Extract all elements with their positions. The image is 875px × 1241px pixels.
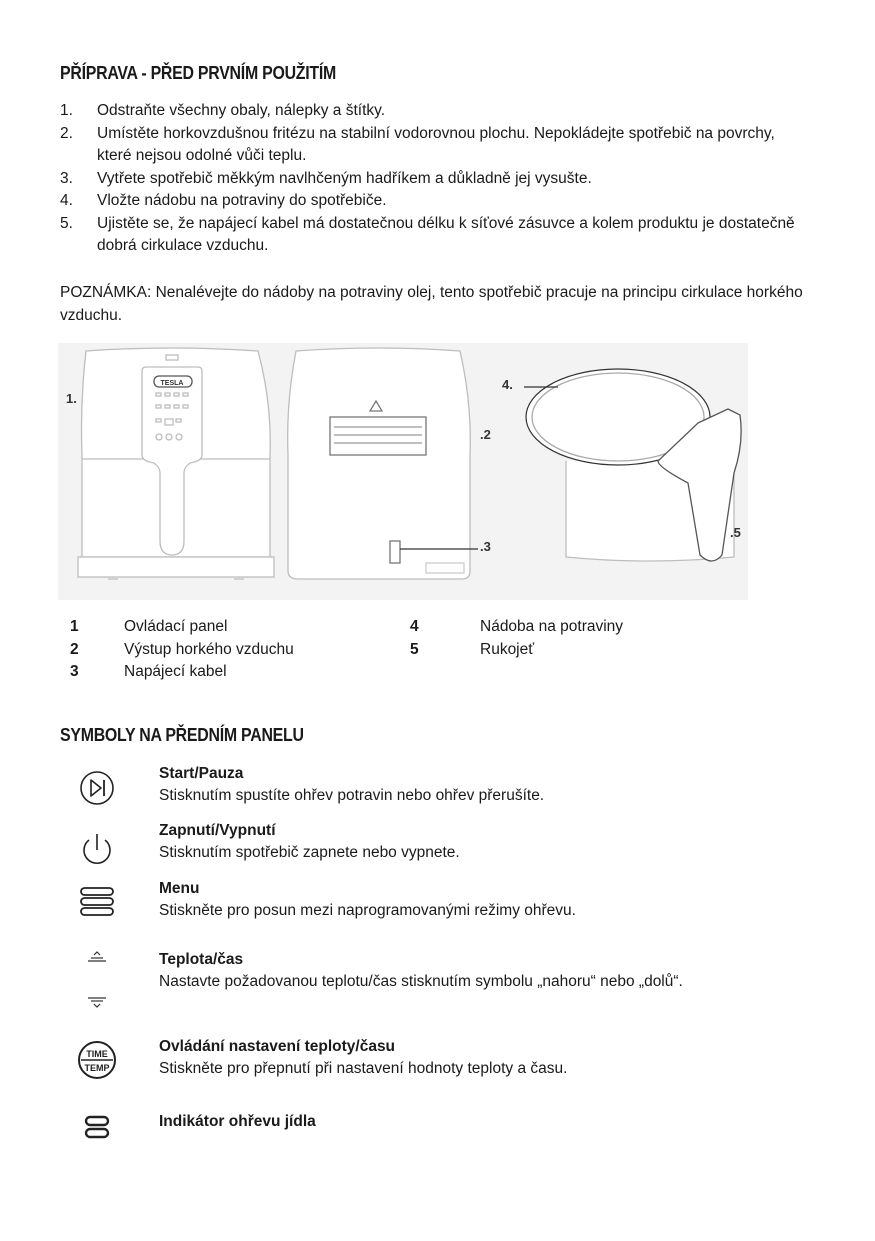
temp-time-arrows-icon	[76, 949, 118, 1019]
product-illustration	[58, 343, 748, 600]
callout-5: .5	[730, 525, 741, 540]
symbol-row-temp-time: Teplota/čas Nastavte požadovanou teplotu/čas stisknutím symbolu „nahoru“ nebo „dolů“.	[60, 951, 820, 1021]
list-item: 5. Ujistěte se, že napájecí kabel má dostatečnou délku k síťové zásuvce a kolem produktu je dostatečně dobrá cirkulace vzduchu.	[60, 214, 795, 254]
back-view	[288, 348, 478, 579]
brand-logo: TESLA	[160, 380, 184, 387]
svg-text:TEMP: TEMP	[84, 1063, 110, 1073]
callout-3: .3	[480, 539, 491, 554]
time-temp-icon	[76, 1038, 118, 1082]
callout-2: .2	[480, 427, 491, 442]
symbol-row-start-pause: Start/Pauza Stisknutím spustíte ohřev potravin nebo ohřev přerušíte.	[60, 765, 820, 815]
list-item: 4. Vložte nádobu na potraviny do spotřebiče.	[60, 192, 387, 209]
symbol-row-power: Zapnutí/Vypnutí Stisknutím spotřebič zapnete nebo vypnete.	[60, 822, 820, 872]
callout-4: 4.	[502, 377, 513, 392]
power-icon	[76, 828, 118, 870]
symbol-row-heating-indicator: Indikátor ohřevu jídla	[60, 1113, 820, 1153]
svg-text:TIME: TIME	[86, 1049, 108, 1059]
list-item: 1. Odstraňte všechny obaly, nálepky a štítky.	[60, 102, 386, 119]
note-text: POZNÁMKA: Nenalévejte do nádoby na potraviny olej, tento spotřebič pracuje na principu cirkulace horkého vzduchu.	[60, 284, 803, 324]
menu-icon	[76, 880, 118, 922]
symbol-row-menu: Menu Stiskněte pro posun mezi naprogramovanými režimy ohřevu.	[60, 880, 820, 930]
section-title-preparation: PŘÍPRAVA - PŘED PRVNÍM POUŽITÍM	[60, 62, 337, 83]
manual-page: PŘÍPRAVA - PŘED PRVNÍM POUŽITÍM 1. Odstraňte všechny obaly, nálepky a štítky. 2. Umístěte horkovzdušnou fritézu na stabilní vodorovnou plochu. Nepokládejte spotřebič na povrchy, které nejsou odolné vůči teplu. 3. Vytřete spotřebič měkkým navlhčeným hadříkem a důkladně jej vysušte. 4. Vložte nádobu na potraviny do spotřebiče. 5. Ujistěte se, že napájecí kabel má dostatečnou délku k síťové zásuvce a kolem produktu je dostatečně dobrá cirkulace vzduchu. POZNÁMKA: Nenalévejte do nádoby na potraviny olej, tento spotřebič pracuje na principu cirkulace horkého vzduchu. TESLA 1. .2 .3 4. .5 1 Ovládací panel 2 Výstup horkého vzduchu 3 Napájecí kabel 4 Nádoba na potraviny 5 Rukojeť SYMBOLY NA PŘEDNÍM PANELU Start/Pauza Stisknutím spustíte ohřev potravin nebo ohřev přerušíte. Zapnutí/Vypnutí Stisknutím spotřebič zapnete nebo vypnete. Menu Stiskněte pro posun mezi naprogramovanými režimy ohřevu. Teplota/čas Nastavte požadovanou teplotu/čas stisknutím symbolu „nahoru“ nebo „dolů“. TIME TEMP Ovládání nastavení teploty/času Stiskněte pro přepnutí při nastavení hodnoty teploty a času. Indikátor ohřevu jídla	[0, 0, 875, 1241]
callout-1: 1.	[66, 391, 77, 406]
list-item: 2. Umístěte horkovzdušnou fritézu na stabilní vodorovnou plochu. Nepokládejte spotřebič na povrchy, které nejsou odolné vůči teplu.	[60, 124, 775, 164]
symbol-row-time-temp: TIME TEMP Ovládání nastavení teploty/času Stiskněte pro přepnutí při nastavení hodnoty teploty a času.	[60, 1038, 820, 1088]
section-title-symbols: SYMBOLY NA PŘEDNÍM PANELU	[60, 724, 304, 745]
list-item: 3. Vytřete spotřebič měkkým navlhčeným hadříkem a důkladně jej vysušte.	[60, 169, 592, 187]
heating-indicator-icon	[76, 1113, 118, 1141]
preparation-steps	[60, 100, 800, 258]
start-pause-icon	[76, 767, 118, 809]
